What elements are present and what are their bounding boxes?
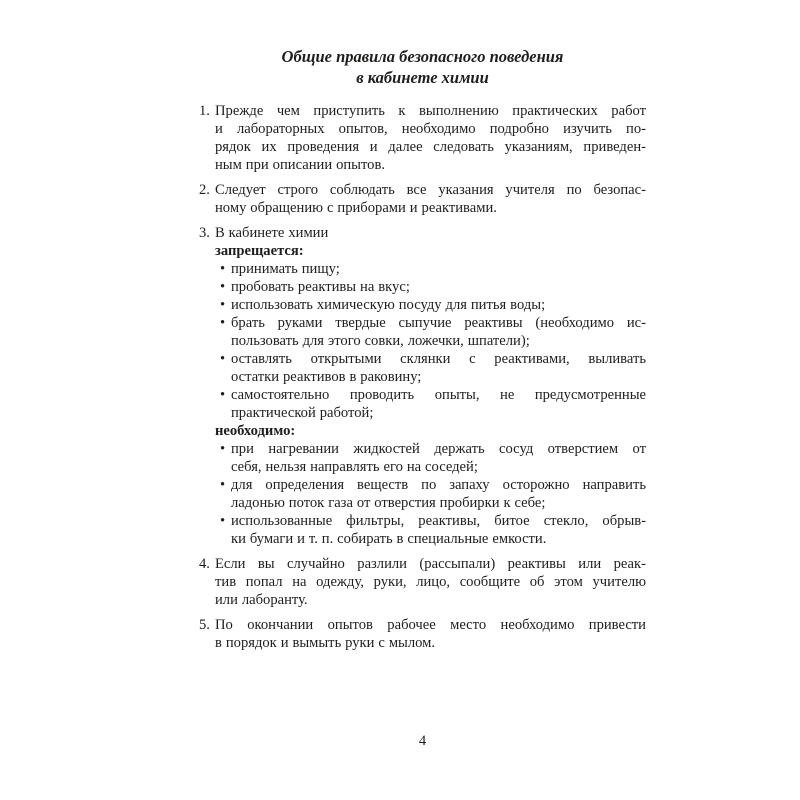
list-item-2 <box>199 181 646 217</box>
bullet-item <box>215 512 646 548</box>
item-text-line: Если вы случайно разлили (рассыпали) реактивы или реак- <box>215 556 646 572</box>
bullet-body <box>231 260 646 278</box>
item-text-line: или лаборанту. <box>215 592 308 608</box>
bullet-body <box>231 296 646 314</box>
bullet-body <box>231 476 646 512</box>
item-number: 1. <box>199 103 210 119</box>
item-body <box>215 181 646 217</box>
item-text-line: В кабинете химии <box>215 225 329 241</box>
bullet-icon: • <box>220 315 226 331</box>
bullet-text-line: ладонью поток газа от отверстия пробирки к себе; <box>231 495 546 511</box>
bullet-icon: • <box>220 513 226 529</box>
bullet-icon: • <box>220 297 226 313</box>
list-item-1 <box>199 102 646 174</box>
bullet-item <box>215 278 646 296</box>
bullet-body <box>231 512 646 548</box>
bullet-item <box>215 296 646 314</box>
item-text-line: ным при описании опытов. <box>215 157 386 173</box>
bullet-item <box>215 476 646 512</box>
item-body <box>215 224 646 548</box>
item-number: 4. <box>199 556 210 572</box>
list-item-5 <box>199 616 646 652</box>
bullet-body <box>231 278 646 296</box>
item-text-line: в порядок и вымыть руки с мылом. <box>215 635 436 651</box>
bullet-text-line: при нагревании жидкостей держать сосуд отверстием от <box>231 441 646 457</box>
bullet-icon: • <box>220 441 226 457</box>
bullet-item <box>215 350 646 386</box>
bullet-text-line: брать руками твердые сыпучие реактивы (необходимо ис- <box>231 315 646 331</box>
item-number: 3. <box>199 225 210 241</box>
item-text-line: Прежде чем приступить к выполнению практических работ <box>215 103 646 119</box>
bullet-body <box>231 386 646 422</box>
bullet-item <box>215 314 646 350</box>
list-item-3 <box>199 224 646 548</box>
bullet-icon: • <box>220 387 226 403</box>
bullet-text-line: использованные фильтры, реактивы, битое стекло, обрыв- <box>231 513 646 529</box>
item-number: 5. <box>199 617 210 633</box>
item-text-line: Следует строго соблюдать все указания учителя по безопас- <box>215 182 646 198</box>
forbidden-label: запрещается: <box>215 243 304 259</box>
bullet-text-line: ки бумаги и т. п. собирать в специальные емкости. <box>231 531 547 547</box>
bullet-body <box>231 350 646 386</box>
bullet-text-line: самостоятельно проводить опыты, не предусмотренные <box>231 387 646 403</box>
item-number: 2. <box>199 182 210 198</box>
bullet-icon: • <box>220 477 226 493</box>
bullet-text-line: использовать химическую посуду для питья воды; <box>231 297 546 313</box>
item-text-line: тив попал на одежду, руки, лицо, сообщите об этом учителю <box>215 574 646 590</box>
item-body <box>215 616 646 652</box>
list-item-4 <box>199 555 646 609</box>
bullet-text-line: остатки реактивов в раковину; <box>231 369 422 385</box>
bullet-text-line: практической работой; <box>231 405 374 421</box>
page-title-line1: Общие правила безопасного поведения <box>281 47 564 66</box>
bullet-body <box>231 440 646 476</box>
bullet-item <box>215 386 646 422</box>
bullet-item <box>215 260 646 278</box>
bullet-text-line: для определения веществ по запаху осторожно направить <box>231 477 646 493</box>
bullet-text-line: принимать пищу; <box>231 261 340 277</box>
bullet-icon: • <box>220 261 226 277</box>
bullet-text-line: пробовать реактивы на вкус; <box>231 279 410 295</box>
bullet-text-line: себя, нельзя направлять его на соседей; <box>231 459 478 475</box>
page-title <box>199 46 646 88</box>
bullet-text-line: оставлять открытыми склянки с реактивами, выливать <box>231 351 646 367</box>
required-label: необходимо: <box>215 423 296 439</box>
item-text-line: и лабораторных опытов, необходимо подробно изучить по- <box>215 121 646 137</box>
item-text-line: ному обращению с приборами и реактивами. <box>215 200 497 216</box>
bullet-text-line: пользовать для этого совки, ложечки, шпатели); <box>231 333 530 349</box>
bullet-icon: • <box>220 279 226 295</box>
item-body <box>215 555 646 609</box>
item-text-line: рядок их проведения и далее следовать указаниям, приведен- <box>215 139 646 155</box>
page-number: 4 <box>418 733 427 749</box>
bullet-icon: • <box>220 351 226 367</box>
bullet-item <box>215 440 646 476</box>
item-body <box>215 102 646 174</box>
item-text-line: По окончании опытов рабочее место необходимо привести <box>215 617 646 633</box>
text-column <box>199 46 646 652</box>
bullet-body <box>231 314 646 350</box>
page-title-line2: в кабинете химии <box>356 68 489 87</box>
